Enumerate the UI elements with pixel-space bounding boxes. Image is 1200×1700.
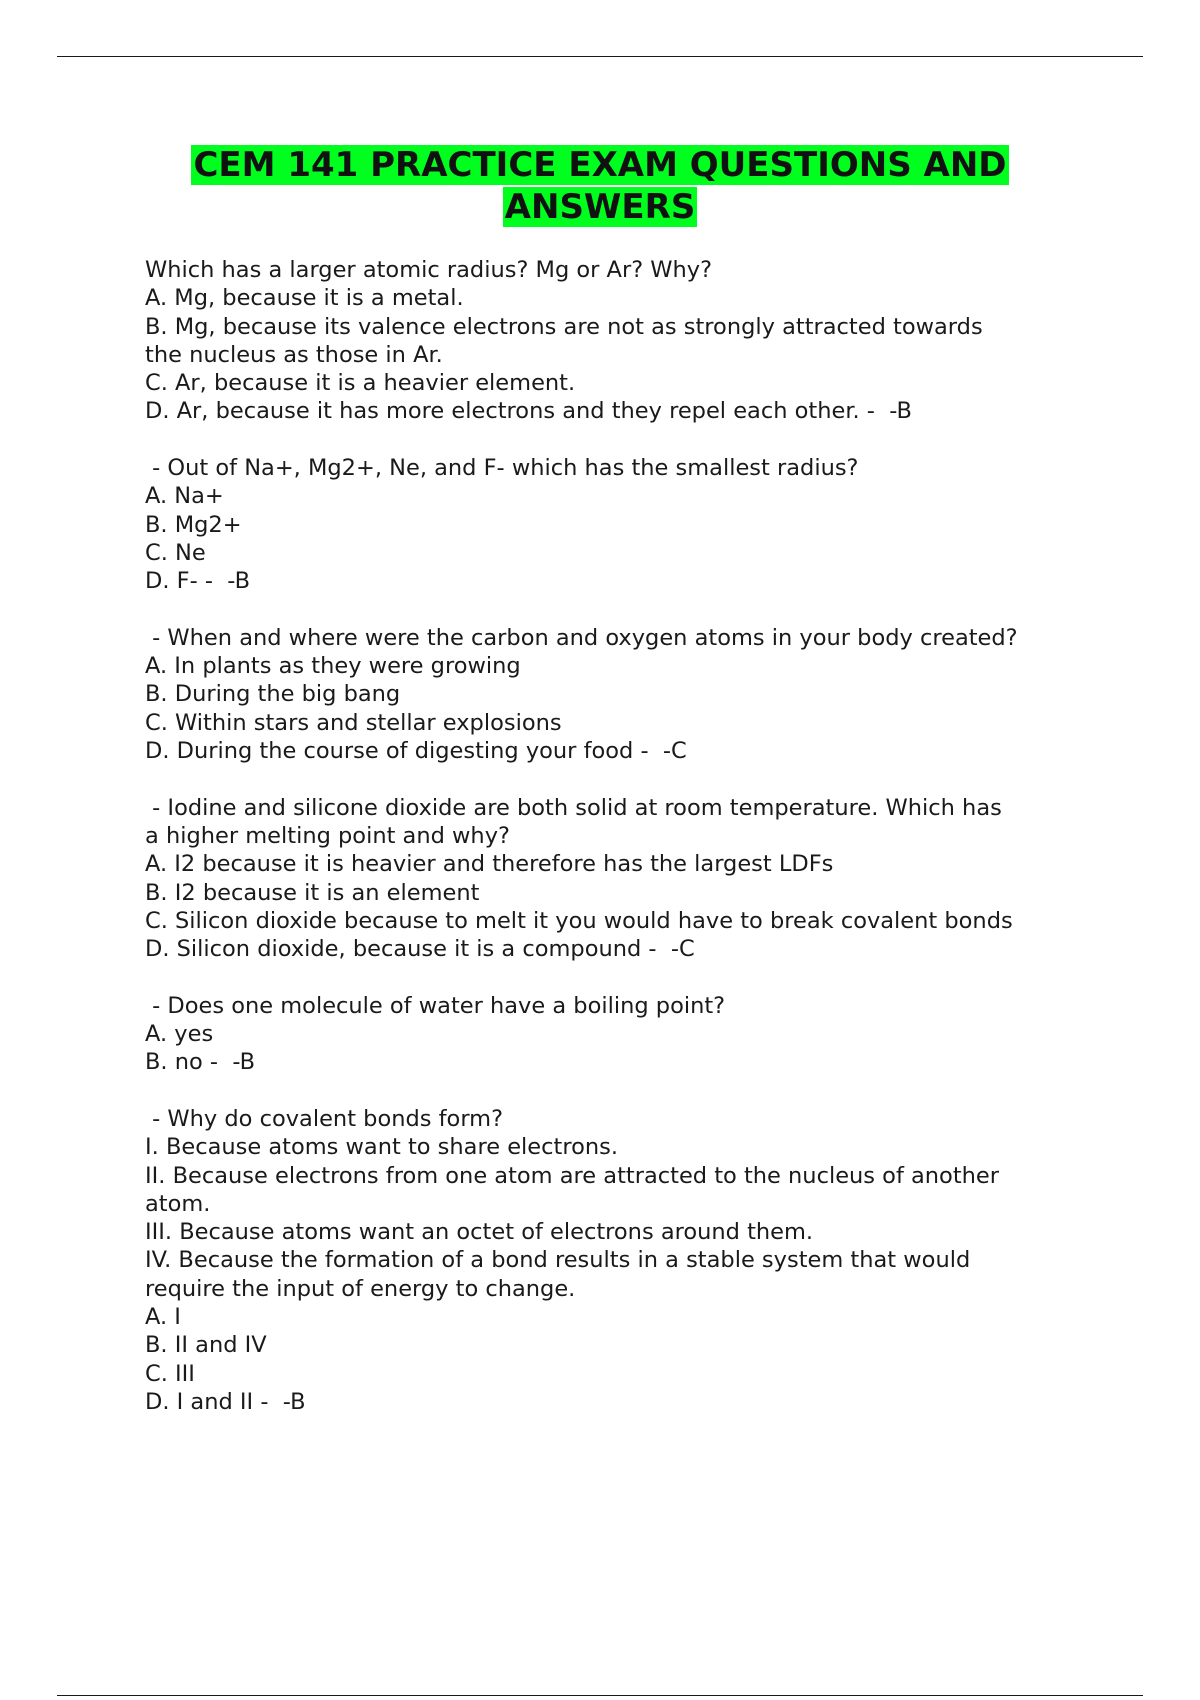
question-line: C. Ar, because it is a heavier element. — [145, 370, 576, 397]
question-line: IV. Because the formation of a bond results in a stable system that would — [145, 1247, 971, 1274]
question-line: C. Within stars and stellar explosions — [145, 709, 562, 736]
question-line: II. Because electrons from one atom are attracted to the nucleus of another — [145, 1162, 1000, 1189]
question-line: D. During the course of digesting your food - -C — [145, 738, 687, 765]
question-line: the nucleus as those in Ar. — [145, 341, 443, 368]
question-text: Which has a larger atomic radius? Mg or Ar? Why? — [145, 257, 713, 283]
question-block — [145, 794, 1105, 964]
question-line: D. Ar, because it has more electrons and they repel each other. - -B — [145, 398, 912, 425]
question-line: require the input of energy to change. — [145, 1275, 576, 1302]
footer-rule — [57, 1695, 1143, 1696]
title-line-2: ANSWERS — [504, 187, 696, 227]
question-text: - Why do covalent bonds form? — [145, 1105, 504, 1132]
question-line: III. Because atoms want an octet of electrons around them. — [145, 1219, 814, 1246]
question-block — [145, 624, 1105, 765]
question-block — [145, 992, 1105, 1077]
question-line: I. Because atoms want to share electrons. — [145, 1134, 618, 1161]
questions-body — [145, 256, 1105, 1444]
question-line: B. I2 because it is an element — [145, 879, 480, 906]
question-line: B. Mg2+ — [145, 511, 242, 538]
question-line: D. I and II - -B — [145, 1388, 306, 1415]
question-line: C. Ne — [145, 539, 206, 566]
question-line: B. During the big bang — [145, 681, 401, 708]
question-line: C. Silicon dioxide because to melt it you would have to break covalent bonds — [145, 907, 1013, 934]
question-block — [145, 454, 1105, 595]
question-text: - Does one molecule of water have a boiling point? — [145, 992, 726, 1019]
header-rule — [57, 56, 1143, 57]
question-line: a higher melting point and why? — [145, 822, 510, 849]
question-line: A. In plants as they were growing — [145, 653, 521, 680]
question-line: A. I — [145, 1303, 181, 1330]
question-line: C. III — [145, 1360, 195, 1387]
question-line: D. Silicon dioxide, because it is a compound - -C — [145, 936, 695, 963]
question-line: A. Na+ — [145, 483, 224, 510]
document-title — [0, 144, 1200, 228]
question-line: atom. — [145, 1190, 211, 1217]
question-text: - Out of Na+, Mg2+, Ne, and F- which has the smallest radius? — [145, 455, 859, 482]
question-line: B. II and IV — [145, 1332, 267, 1359]
question-line: A. I2 because it is heavier and therefore has the largest LDFs — [145, 851, 834, 878]
question-text: - Iodine and silicone dioxide are both solid at room temperature. Which has — [145, 794, 1002, 821]
question-block — [145, 256, 1105, 426]
question-block — [145, 1105, 1105, 1416]
question-line: B. no - -B — [145, 1049, 256, 1076]
title-line-1: CEM 141 PRACTICE EXAM QUESTIONS AND — [193, 145, 1007, 185]
question-line: A. Mg, because it is a metal. — [145, 285, 464, 312]
question-line: D. F- - -B — [145, 568, 251, 595]
question-line: A. yes — [145, 1021, 214, 1048]
question-text: - When and where were the carbon and oxygen atoms in your body created? — [145, 624, 1018, 651]
question-line: B. Mg, because its valence electrons are not as strongly attracted towards — [145, 313, 983, 340]
